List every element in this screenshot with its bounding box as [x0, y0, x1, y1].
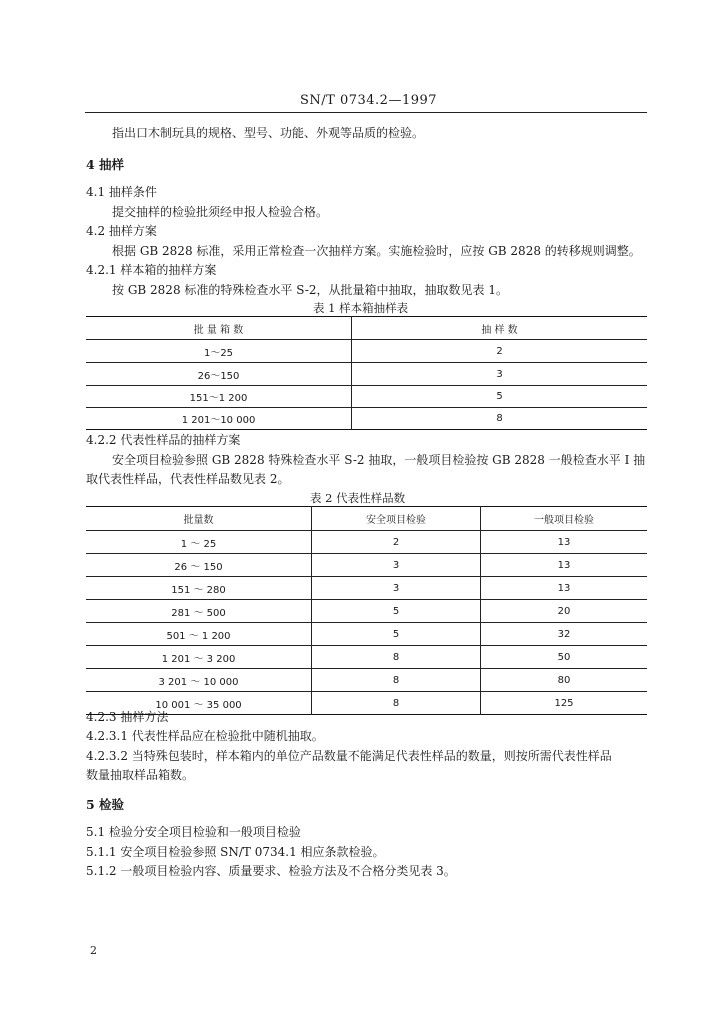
standard-header: SN/T 0734.2—1997 — [300, 93, 438, 108]
table-cell: 8 — [312, 669, 481, 692]
section-4-2-2-heading: 4.2.2 代表性样品的抽样方案 — [86, 433, 241, 447]
table-cell: 1～25 — [86, 340, 352, 363]
table-cell: 10 001 ～ 35 000 — [155, 699, 242, 711]
table-cell: 8 — [352, 408, 648, 430]
section-5-1-heading: 5.1 检验分安全项目检验和一般项目检验 — [86, 825, 301, 839]
table-cell: 13 — [481, 531, 648, 554]
table2-header-cell: 一般项目检验 — [481, 507, 648, 531]
table1 — [86, 316, 647, 430]
table-cell: 281 ～ 500 — [86, 600, 312, 623]
table-row — [86, 692, 647, 715]
table-cell: 3 201 ～ 10 000 — [86, 669, 312, 692]
table-cell: 3 — [312, 577, 481, 600]
section-5-heading: 5 检验 — [86, 797, 125, 812]
table-row — [86, 408, 647, 430]
table-cell: 50 — [481, 646, 648, 669]
table-row — [86, 577, 647, 600]
table-cell: 8 — [312, 646, 481, 669]
table-cell: 13 — [481, 577, 648, 600]
table-cell: 26 ～ 150 — [86, 554, 312, 577]
page-number: 2 — [90, 944, 97, 957]
table2-caption: 表 2 代表性样品数 — [310, 491, 406, 505]
table-row — [86, 669, 647, 692]
table-cell: 5 — [312, 600, 481, 623]
table-row — [86, 363, 647, 386]
section-4-2-3-heading: 4.2.3 抽样方法 — [86, 710, 169, 724]
table-cell: 151～1 200 — [86, 386, 352, 408]
table-cell: 1 ～ 25 — [86, 531, 312, 554]
table-row — [86, 646, 647, 669]
table-cell: 1 201 ～ 3 200 — [86, 646, 312, 669]
section-4-1-heading: 4.1 抽样条件 — [86, 185, 157, 199]
table-cell: 1 201～10 000 — [181, 415, 256, 426]
table2 — [86, 506, 647, 715]
table-row — [86, 340, 647, 363]
section-4-2-2-body-line1: 安全项目检验参照 GB 2828 特殊检查水平 S-2 抽取，一般项目检验按 GB 2828 一般检查水平 Ⅰ 抽 — [112, 453, 646, 467]
section-4-heading: 4 抽样 — [86, 157, 125, 172]
table-cell: 32 — [481, 623, 648, 646]
header-rule — [85, 112, 647, 113]
table1-caption: 表 1 样本箱抽样表 — [313, 301, 409, 315]
table-cell: 501 ～ 1 200 — [86, 623, 312, 646]
paragraph-continuation: 指出口木制玩具的规格、型号、功能、外观等品质的检验。 — [112, 126, 425, 140]
table2-header-row — [86, 507, 647, 531]
table2-header-cell: 安全项目检验 — [312, 507, 481, 531]
table-cell: 13 — [481, 554, 648, 577]
section-5-1-1: 5.1.1 安全项目检验参照 SN/T 0734.1 相应条款检验。 — [86, 845, 385, 859]
table-cell: 5 — [352, 386, 648, 408]
table2-header-cell: 批量数 — [86, 507, 312, 531]
section-4-2-heading: 4.2 抽样方案 — [86, 224, 157, 238]
section-4-2-3-2-line2: 数量抽取样品箱数。 — [86, 768, 195, 782]
table-row — [86, 554, 647, 577]
table-row — [86, 386, 647, 408]
table-cell: 125 — [481, 692, 648, 715]
section-4-2-1-body: 按 GB 2828 标准的特殊检查水平 S-2，从批量箱中抽取，抽取数见表 1。 — [112, 283, 509, 297]
table-cell: 26～150 — [86, 363, 352, 386]
table-cell: 5 — [312, 623, 481, 646]
table-row — [86, 531, 647, 554]
table-cell: 8 — [312, 692, 481, 715]
table-cell: 3 — [352, 363, 648, 386]
table1-header-cell: 批 量 箱 数 — [86, 317, 352, 340]
table1-header-row — [86, 317, 647, 340]
section-5-1-2: 5.1.2 一般项目检验内容、质量要求、检验方法及不合格分类见表 3。 — [86, 864, 456, 878]
table-cell: 2 — [352, 340, 648, 363]
table-row — [86, 600, 647, 623]
table1-header-cell: 抽 样 数 — [352, 317, 648, 340]
table-cell: 2 — [312, 531, 481, 554]
section-4-2-2-body-line2: 取代表性样品，代表性样品数见表 2。 — [86, 472, 290, 486]
table-row — [86, 623, 647, 646]
section-4-2-1-heading: 4.2.1 样本箱的抽样方案 — [86, 263, 217, 277]
table-cell: 80 — [481, 669, 648, 692]
section-4-2-3-2-line1: 4.2.3.2 当特殊包装时，样本箱内的单位产品数量不能满足代表性样品的数量，则按所需代表性样品 — [86, 749, 612, 763]
table-cell: 20 — [481, 600, 648, 623]
section-4-1-body: 提交抽样的检验批须经申报人检验合格。 — [112, 205, 329, 219]
table-cell: 151 ～ 280 — [86, 577, 312, 600]
section-4-2-body: 根据 GB 2828 标准，采用正常检查一次抽样方案。实施检验时，应按 GB 2828 的转移规则调整。 — [112, 244, 641, 258]
section-4-2-3-1: 4.2.3.1 代表性样品应在检验批中随机抽取。 — [86, 729, 324, 743]
table-cell: 3 — [312, 554, 481, 577]
